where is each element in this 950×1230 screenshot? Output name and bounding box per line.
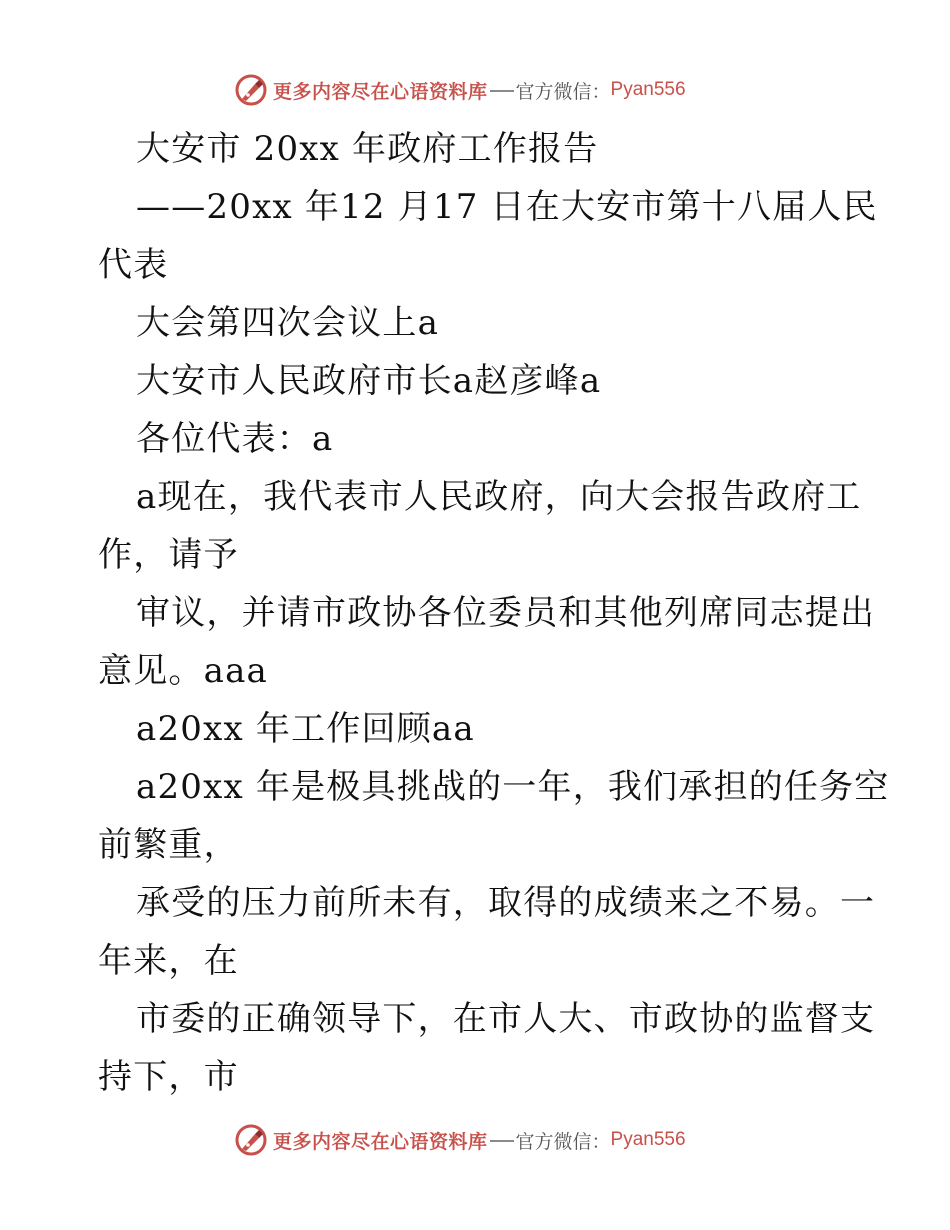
watermark-account-label: 官方微信：: [515, 1130, 611, 1153]
watermark-brand: 更多内容尽在心语资料库: [273, 1130, 488, 1153]
text-line: 市委的正确领导下，在市人大、市政协的监督支: [136, 999, 876, 1039]
pen-nib-seal-icon: [233, 1122, 269, 1158]
text-line: 持下，市: [98, 1057, 239, 1097]
text-line: 大会第四次会议上a: [136, 303, 440, 343]
watermark-account-label: 官方微信：: [515, 80, 611, 103]
watermark-dash: [490, 90, 514, 92]
text-line: 各位代表：a: [136, 419, 334, 459]
text-line: 前繁重，: [98, 825, 239, 865]
text-line: 承受的压力前所未有，取得的成绩来之不易。一: [136, 883, 876, 923]
text-line: 大安市人民政府市长a赵彦峰a: [136, 361, 602, 401]
watermark-account-id: Pyan556: [610, 1129, 686, 1150]
header-watermark: [233, 70, 686, 110]
watermark-brand: 更多内容尽在心语资料库: [273, 80, 488, 103]
footer-watermark: [233, 1120, 686, 1160]
report-title: 大安市 20xx 年政府工作报告: [136, 129, 599, 169]
text-line: 代表: [98, 245, 169, 285]
watermark-dash: [490, 1140, 514, 1142]
text-line: 作，请予: [98, 535, 239, 575]
text-line: 年来，在: [98, 941, 239, 981]
text-line: 审议，并请市政协各位委员和其他列席同志提出: [136, 593, 876, 633]
text-line: a现在，我代表市人民政府，向大会报告政府工: [136, 477, 862, 517]
text-line: ——20xx 年12 月17 日在大安市第十八届人民: [136, 187, 878, 227]
section-heading: a20xx 年工作回顾aa: [136, 709, 475, 749]
report-body: [98, 120, 890, 1106]
text-line: a20xx 年是极具挑战的一年，我们承担的任务空: [136, 767, 890, 807]
pen-nib-seal-icon: [233, 72, 269, 108]
text-line: 意见。aaa: [98, 651, 269, 691]
watermark-account-id: Pyan556: [610, 79, 686, 100]
